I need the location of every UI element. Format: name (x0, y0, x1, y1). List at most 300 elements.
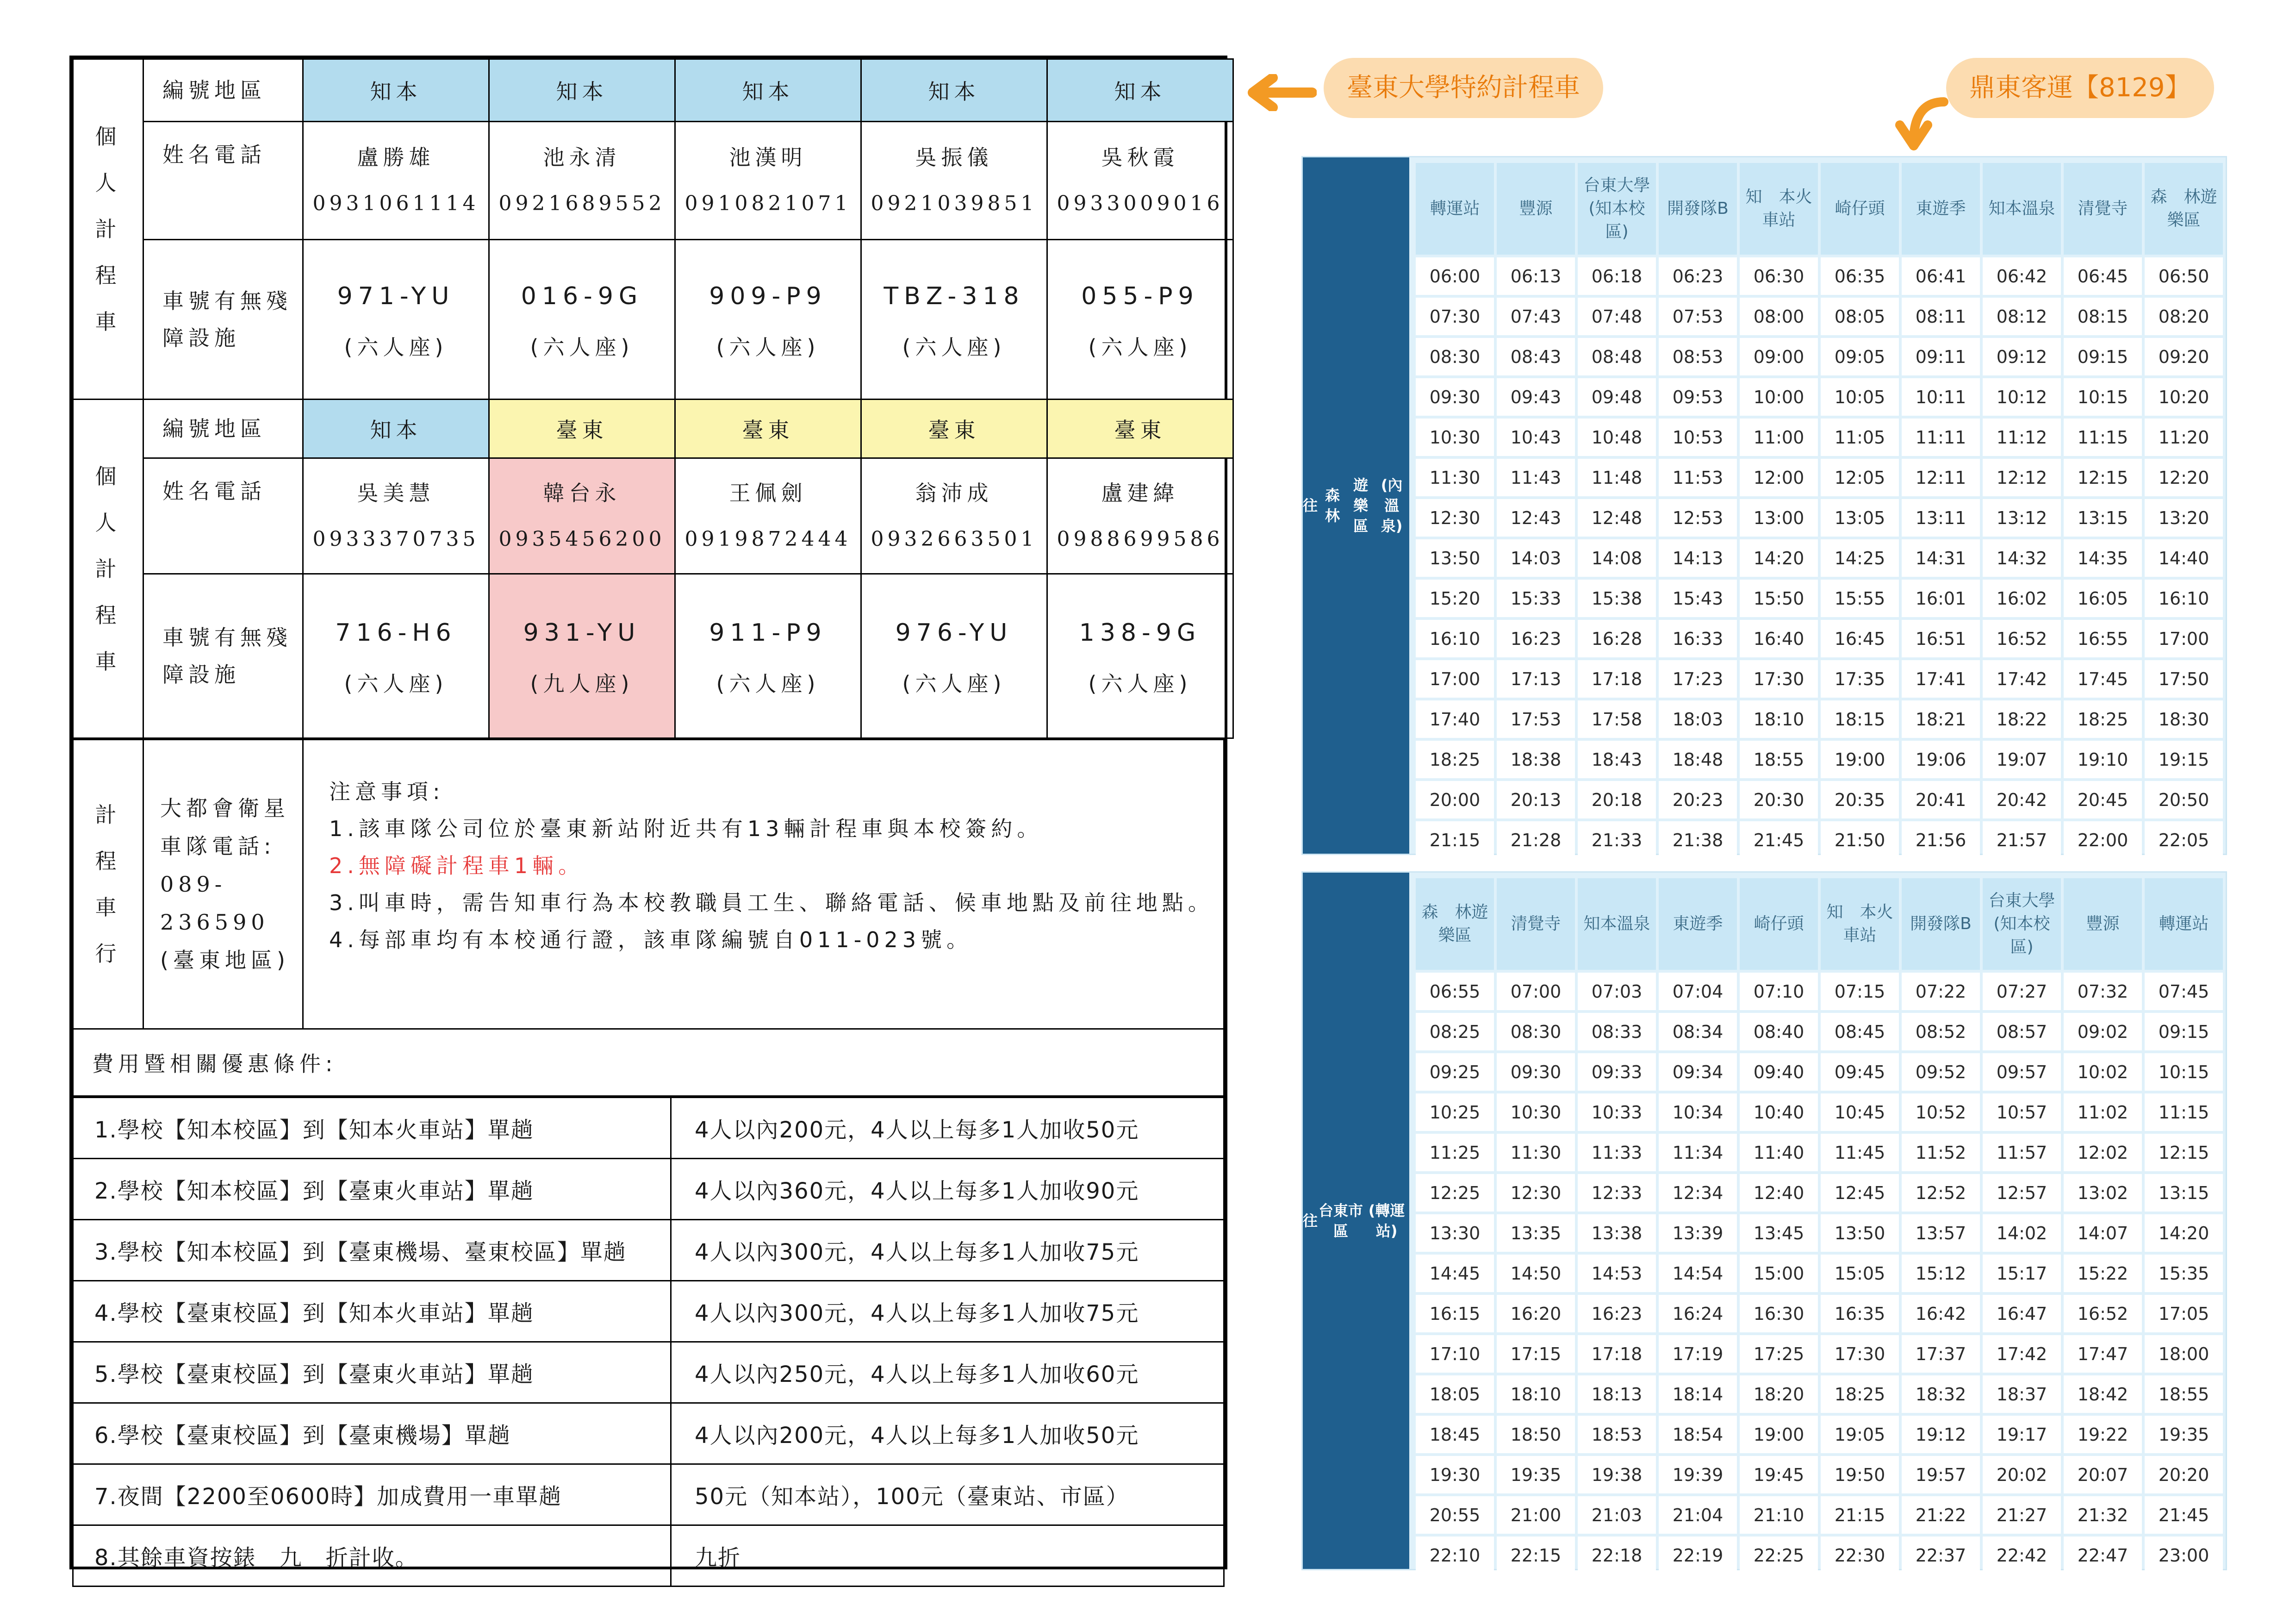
stop-header: 知 本火車站 (1821, 878, 1899, 970)
departure-time: 12:25 (1416, 1174, 1494, 1212)
departure-time: 14:53 (1578, 1255, 1656, 1292)
timetable-row (1416, 973, 2223, 1010)
driver-name-phone (303, 122, 489, 240)
taxi-section-label: 個 人 計 程 車 (73, 59, 143, 400)
departure-time: 16:23 (1578, 1295, 1656, 1332)
driver-name: 吳振儀 (915, 145, 993, 170)
fee-route: 6.學校【臺東校區】到【臺東機場】單趟 (73, 1403, 671, 1464)
departure-time: 16:35 (1821, 1295, 1899, 1332)
departure-time: 10:45 (1821, 1093, 1899, 1131)
departure-time: 22:18 (1578, 1537, 1656, 1574)
departure-time: 07:10 (1740, 973, 1818, 1010)
taxi-plate-row (73, 574, 1233, 738)
driver-car (489, 240, 675, 400)
driver-phone: 0932663501 (871, 527, 1038, 551)
stop-header: 知本溫泉 (1578, 878, 1656, 970)
departure-time: 09:25 (1416, 1053, 1494, 1091)
departure-time: 14:35 (2064, 539, 2142, 577)
departure-time: 09:34 (1659, 1053, 1737, 1091)
driver-region: 知本 (861, 59, 1047, 122)
notes-title: 注意事項: (329, 779, 445, 804)
notes-cell (303, 740, 1224, 1029)
departure-time: 19:38 (1578, 1456, 1656, 1493)
driver-region: 知本 (303, 59, 489, 122)
departure-time: 06:42 (1983, 257, 2061, 295)
fee-table (72, 1097, 1225, 1587)
departure-time: 21:56 (1902, 821, 1980, 859)
departure-time: 14:20 (2145, 1214, 2223, 1252)
departure-time: 11:52 (1902, 1134, 1980, 1171)
departure-time: 21:00 (1497, 1496, 1575, 1534)
stop-header: 崎仔頭 (1821, 163, 1899, 255)
departure-time: 14:07 (2064, 1214, 2142, 1252)
departure-time: 22:00 (2064, 821, 2142, 859)
departure-time: 06:50 (2145, 257, 2223, 295)
departure-time: 12:52 (1902, 1174, 1980, 1212)
departure-time: 07:43 (1497, 298, 1575, 335)
departure-time: 14:13 (1659, 539, 1737, 577)
departure-time: 22:42 (1983, 1537, 2061, 1574)
driver-car (861, 240, 1047, 400)
stop-header: 開發隊B (1659, 163, 1737, 255)
timetable-row (1416, 620, 2223, 657)
departure-time: 18:55 (2145, 1375, 2223, 1413)
driver-name-phone (861, 122, 1047, 240)
departure-time: 11:45 (1821, 1134, 1899, 1171)
departure-time: 12:45 (1821, 1174, 1899, 1212)
departure-time: 06:00 (1416, 257, 1494, 295)
departure-time: 12:12 (1983, 459, 2061, 496)
fee-price: 4人以內200元，4人以上每多1人加收50元 (671, 1403, 1224, 1464)
fee-route: 3.學校【知本校區】到【臺東機場、臺東校區】單趟 (73, 1220, 671, 1281)
departure-time: 11:25 (1416, 1134, 1494, 1171)
arrow-down-icon (1879, 93, 1948, 153)
departure-time: 07:30 (1416, 298, 1494, 335)
timetable-row (1416, 1456, 2223, 1493)
departure-time: 16:55 (2064, 620, 2142, 657)
departure-time: 10:05 (1821, 378, 1899, 416)
departure-time: 19:57 (1902, 1456, 1980, 1493)
driver-name-phone (489, 458, 675, 574)
departure-time: 08:25 (1416, 1013, 1494, 1050)
departure-time: 18:15 (1821, 700, 1899, 738)
timetable-row (1416, 1416, 2223, 1453)
departure-time: 22:25 (1740, 1537, 1818, 1574)
departure-time: 20:00 (1416, 781, 1494, 818)
driver-name-phone (1047, 458, 1233, 574)
driver-plate: 911-P9 (709, 619, 827, 647)
bus-callout: 鼎東客運【8129】 (1946, 58, 2214, 118)
departure-time: 10:00 (1740, 378, 1818, 416)
driver-car (303, 574, 489, 738)
driver-car (675, 240, 861, 400)
departure-time: 14:08 (1578, 539, 1656, 577)
departure-time: 08:33 (1578, 1013, 1656, 1050)
departure-time: 10:34 (1659, 1093, 1737, 1131)
departure-time: 07:00 (1497, 973, 1575, 1010)
departure-time: 13:12 (1983, 499, 2061, 537)
departure-time: 19:07 (1983, 741, 2061, 778)
fee-route: 4.學校【臺東校區】到【知本火車站】單趟 (73, 1281, 671, 1342)
departure-time: 07:45 (2145, 973, 2223, 1010)
departure-time: 08:00 (1740, 298, 1818, 335)
departure-time: 12:02 (2064, 1134, 2142, 1171)
departure-time: 17:25 (1740, 1335, 1818, 1373)
driver-region: 臺東 (489, 400, 675, 458)
departure-time: 09:20 (2145, 338, 2223, 375)
departure-time: 17:30 (1740, 660, 1818, 698)
departure-time: 13:57 (1902, 1214, 1980, 1252)
car-label: 車號有無殘障設施 (143, 574, 303, 738)
departure-time: 13:30 (1416, 1214, 1494, 1252)
driver-name: 王佩劍 (729, 480, 807, 506)
departure-time: 21:28 (1497, 821, 1575, 859)
departure-time: 07:04 (1659, 973, 1737, 1010)
fee-route: 7.夜間【2200至0600時】加成費用一車單趟 (73, 1464, 671, 1525)
departure-time: 22:10 (1416, 1537, 1494, 1574)
departure-time: 20:23 (1659, 781, 1737, 818)
departure-time: 20:55 (1416, 1496, 1494, 1534)
timetable-row (1416, 781, 2223, 818)
departure-time: 16:30 (1740, 1295, 1818, 1332)
departure-time: 13:50 (1416, 539, 1494, 577)
departure-time: 16:05 (2064, 580, 2142, 617)
departure-time: 10:48 (1578, 418, 1656, 456)
departure-time: 10:57 (1983, 1093, 2061, 1131)
departure-time: 20:35 (1821, 781, 1899, 818)
departure-time: 13:02 (2064, 1174, 2142, 1212)
departure-time: 18:45 (1416, 1416, 1494, 1453)
departure-time: 20:13 (1497, 781, 1575, 818)
car-label: 車號有無殘障設施 (143, 240, 303, 400)
departure-time: 18:21 (1902, 700, 1980, 738)
departure-time: 17:18 (1578, 660, 1656, 698)
stop-header: 知 本火車站 (1740, 163, 1818, 255)
departure-time: 19:17 (1983, 1416, 2061, 1453)
departure-time: 07:27 (1983, 973, 2061, 1010)
fee-row (73, 1525, 1224, 1587)
departure-time: 23:00 (2145, 1537, 2223, 1574)
note-2: 2.無障礙計程車1輛。 (329, 853, 585, 878)
departure-time: 16:20 (1497, 1295, 1575, 1332)
driver-seats: (六人座) (344, 335, 448, 360)
departure-time: 18:42 (2064, 1375, 2142, 1413)
direction-label-line: 往 (1303, 497, 1318, 514)
departure-time: 15:50 (1740, 580, 1818, 617)
departure-time: 21:57 (1983, 821, 2061, 859)
driver-seats: (九人座) (530, 671, 634, 696)
stop-header: 東遊季 (1659, 878, 1737, 970)
departure-time: 20:45 (2064, 781, 2142, 818)
stop-header: 清覺寺 (2064, 163, 2142, 255)
departure-time: 10:30 (1416, 418, 1494, 456)
departure-time: 10:30 (1497, 1093, 1575, 1131)
departure-time: 19:00 (1740, 1416, 1818, 1453)
departure-time: 12:30 (1497, 1174, 1575, 1212)
departure-time: 21:04 (1659, 1496, 1737, 1534)
departure-time: 08:11 (1902, 298, 1980, 335)
stop-header: 森 林遊樂區 (1416, 878, 1494, 970)
departure-time: 19:30 (1416, 1456, 1494, 1493)
departure-time: 18:25 (1416, 741, 1494, 778)
departure-time: 10:20 (2145, 378, 2223, 416)
departure-time: 15:12 (1902, 1255, 1980, 1292)
departure-time: 08:34 (1659, 1013, 1737, 1050)
timetable-row (1416, 700, 2223, 738)
departure-time: 12:15 (2145, 1134, 2223, 1171)
departure-time: 06:45 (2064, 257, 2142, 295)
name-phone-label: 姓名電話 (143, 122, 303, 240)
departure-time: 18:43 (1578, 741, 1656, 778)
driver-plate: 909-P9 (709, 282, 827, 310)
stop-header: 豐源 (1497, 163, 1575, 255)
timetable-row (1416, 1335, 2223, 1373)
departure-time: 21:45 (2145, 1496, 2223, 1534)
direction-label-line: 往 (1303, 1212, 1318, 1230)
taxi-table-body (73, 59, 1233, 738)
stop-header: 台東大學(知本校區) (1983, 878, 2061, 970)
departure-time: 18:37 (1983, 1375, 2061, 1413)
arrow-left-icon (1247, 74, 1317, 111)
departure-time: 08:15 (2064, 298, 2142, 335)
driver-phone: 0988699586 (1057, 527, 1224, 551)
departure-time: 20:18 (1578, 781, 1656, 818)
driver-region: 知本 (489, 59, 675, 122)
driver-phone: 0919872444 (684, 527, 852, 551)
departure-time: 11:57 (1983, 1134, 2061, 1171)
departure-time: 21:03 (1578, 1496, 1656, 1534)
departure-time: 09:15 (2145, 1013, 2223, 1050)
note-4: 4.每部車均有本校通行證，該車隊編號自011-023號。 (329, 927, 973, 952)
departure-time: 11:43 (1497, 459, 1575, 496)
departure-time: 09:30 (1416, 378, 1494, 416)
driver-phone: 0933370735 (312, 527, 479, 551)
departure-time: 17:42 (1983, 660, 2061, 698)
departure-time: 06:13 (1497, 257, 1575, 295)
departure-time: 19:35 (1497, 1456, 1575, 1493)
timetable-row (1416, 378, 2223, 416)
departure-time: 08:40 (1740, 1013, 1818, 1050)
driver-region: 知本 (675, 59, 861, 122)
departure-time: 21:10 (1740, 1496, 1818, 1534)
departure-time: 14:54 (1659, 1255, 1737, 1292)
company-section-label: 計 程 車 行 (73, 740, 143, 1029)
departure-time: 11:05 (1821, 418, 1899, 456)
driver-name: 池漢明 (729, 145, 807, 170)
departure-time: 18:38 (1497, 741, 1575, 778)
departure-time: 16:45 (1821, 620, 1899, 657)
driver-plate: 971-YU (337, 282, 455, 310)
fee-row (73, 1098, 1224, 1159)
driver-name-phone (1047, 122, 1233, 240)
departure-time: 13:39 (1659, 1214, 1737, 1252)
driver-name-phone (861, 458, 1047, 574)
departure-time: 15:33 (1497, 580, 1575, 617)
departure-time: 11:33 (1578, 1134, 1656, 1171)
departure-time: 11:30 (1416, 459, 1494, 496)
departure-time: 18:54 (1659, 1416, 1737, 1453)
driver-region: 臺東 (1047, 400, 1233, 458)
driver-name: 盧勝雄 (357, 145, 435, 170)
departure-time: 09:11 (1902, 338, 1980, 375)
driver-region: 知本 (1047, 59, 1233, 122)
departure-time: 18:14 (1659, 1375, 1737, 1413)
taxi-region-row (73, 59, 1233, 122)
driver-name-phone (489, 122, 675, 240)
departure-time: 22:47 (2064, 1537, 2142, 1574)
departure-time: 16:24 (1659, 1295, 1737, 1332)
departure-time: 13:11 (1902, 499, 1980, 537)
departure-time: 17:58 (1578, 700, 1656, 738)
departure-time: 07:53 (1659, 298, 1737, 335)
departure-time: 08:30 (1497, 1013, 1575, 1050)
departure-time: 11:34 (1659, 1134, 1737, 1171)
bus-timetable-inbound (1301, 871, 2227, 1570)
departure-time: 21:38 (1659, 821, 1737, 859)
departure-time: 10:02 (2064, 1053, 2142, 1091)
departure-time: 15:38 (1578, 580, 1656, 617)
departure-time: 21:33 (1578, 821, 1656, 859)
departure-time: 10:40 (1740, 1093, 1818, 1131)
driver-plate: 138-9G (1079, 619, 1201, 647)
departure-time: 07:32 (2064, 973, 2142, 1010)
timetable-row (1416, 1053, 2223, 1091)
departure-time: 07:22 (1902, 973, 1980, 1010)
departure-time: 09:02 (2064, 1013, 2142, 1050)
driver-seats: (六人座) (716, 671, 820, 696)
driver-phone: 0921689552 (498, 192, 666, 215)
departure-time: 14:40 (2145, 539, 2223, 577)
departure-time: 18:00 (2145, 1335, 2223, 1373)
timetable-row (1416, 1174, 2223, 1212)
departure-time: 12:15 (2064, 459, 2142, 496)
taxi-plate-row (73, 240, 1233, 400)
departure-time: 11:02 (2064, 1093, 2142, 1131)
departure-time: 19:50 (1821, 1456, 1899, 1493)
taxi-info-table (69, 56, 1227, 1569)
departure-time: 09:40 (1740, 1053, 1818, 1091)
departure-time: 18:53 (1578, 1416, 1656, 1453)
stop-header: 豐源 (2064, 878, 2142, 970)
departure-time: 16:33 (1659, 620, 1737, 657)
taxi-region-row (73, 400, 1233, 458)
driver-name: 韓台永 (543, 480, 621, 506)
departure-time: 17:45 (2064, 660, 2142, 698)
departure-time: 09:52 (1902, 1053, 1980, 1091)
fee-price: 50元（知本站），100元（臺東站、市區） (671, 1464, 1224, 1525)
departure-time: 09:48 (1578, 378, 1656, 416)
departure-time: 12:40 (1740, 1174, 1818, 1212)
driver-seats: (六人座) (716, 335, 820, 360)
departure-time: 20:42 (1983, 781, 2061, 818)
departure-time: 14:02 (1983, 1214, 2061, 1252)
departure-time: 11:11 (1902, 418, 1980, 456)
taxi-callout: 臺東大學特約計程車 (1324, 58, 1603, 118)
departure-time: 08:43 (1497, 338, 1575, 375)
departure-time: 13:50 (1821, 1214, 1899, 1252)
departure-time: 10:43 (1497, 418, 1575, 456)
region-label: 編號地區 (143, 59, 303, 122)
driver-plate: TBZ-318 (884, 282, 1025, 310)
departure-time: 17:00 (1416, 660, 1494, 698)
fee-row (73, 1281, 1224, 1342)
fee-row (73, 1464, 1224, 1525)
departure-time: 08:52 (1902, 1013, 1980, 1050)
departure-time: 09:33 (1578, 1053, 1656, 1091)
driver-plate: 716-H6 (335, 619, 457, 647)
departure-time: 21:15 (1416, 821, 1494, 859)
company-area: (臺東地區) (160, 948, 290, 973)
departure-time: 11:15 (2145, 1093, 2223, 1131)
departure-time: 17:05 (2145, 1295, 2223, 1332)
departure-time: 12:11 (1902, 459, 1980, 496)
departure-time: 14:45 (1416, 1255, 1494, 1292)
departure-time: 17:40 (1416, 700, 1494, 738)
departure-time: 11:12 (1983, 418, 2061, 456)
departure-time: 10:33 (1578, 1093, 1656, 1131)
driver-phone: 0931061114 (312, 192, 479, 215)
departure-time: 22:19 (1659, 1537, 1737, 1574)
departure-time: 11:30 (1497, 1134, 1575, 1171)
departure-time: 18:55 (1740, 741, 1818, 778)
departure-time: 14:32 (1983, 539, 2061, 577)
driver-name-phone (303, 458, 489, 574)
driver-plate: 976-YU (895, 619, 1013, 647)
timetable-row (1416, 1295, 2223, 1332)
driver-seats: (六人座) (1088, 335, 1192, 360)
departure-time: 20:50 (2145, 781, 2223, 818)
company-row (73, 740, 1224, 1029)
timetable-row (1416, 1537, 2223, 1574)
departure-time: 18:22 (1983, 700, 2061, 738)
driver-seats: (六人座) (530, 335, 634, 360)
departure-time: 17:13 (1497, 660, 1575, 698)
driver-seats: (六人座) (902, 335, 1006, 360)
timetable-row (1416, 1013, 2223, 1050)
driver-car (1047, 574, 1233, 738)
company-phone: 089-236590 (160, 872, 269, 935)
departure-time: 12:00 (1740, 459, 1818, 496)
stop-header: 清覺寺 (1497, 878, 1575, 970)
region-label: 編號地區 (143, 400, 303, 458)
departure-time: 12:33 (1578, 1174, 1656, 1212)
departure-time: 19:00 (1821, 741, 1899, 778)
departure-time: 19:12 (1902, 1416, 1980, 1453)
timetable-row (1416, 821, 2223, 859)
departure-time: 11:53 (1659, 459, 1737, 496)
departure-time: 16:51 (1902, 620, 1980, 657)
timetable-row (1416, 539, 2223, 577)
fee-route: 1.學校【知本校區】到【知本火車站】單趟 (73, 1098, 671, 1159)
departure-time: 12:57 (1983, 1174, 2061, 1212)
departure-time: 19:39 (1659, 1456, 1737, 1493)
departure-time: 15:22 (2064, 1255, 2142, 1292)
departure-time: 10:11 (1902, 378, 1980, 416)
departure-time: 19:22 (2064, 1416, 2142, 1453)
departure-time: 16:10 (1416, 620, 1494, 657)
departure-time: 07:15 (1821, 973, 1899, 1010)
departure-time: 13:05 (1821, 499, 1899, 537)
departure-time: 17:23 (1659, 660, 1737, 698)
departure-time: 10:15 (2064, 378, 2142, 416)
departure-time: 07:03 (1578, 973, 1656, 1010)
departure-time: 08:48 (1578, 338, 1656, 375)
driver-car (303, 240, 489, 400)
driver-name: 吳秋霞 (1101, 145, 1179, 170)
fee-row (73, 1220, 1224, 1281)
driver-name: 盧建緯 (1101, 480, 1179, 506)
departure-time: 06:30 (1740, 257, 1818, 295)
